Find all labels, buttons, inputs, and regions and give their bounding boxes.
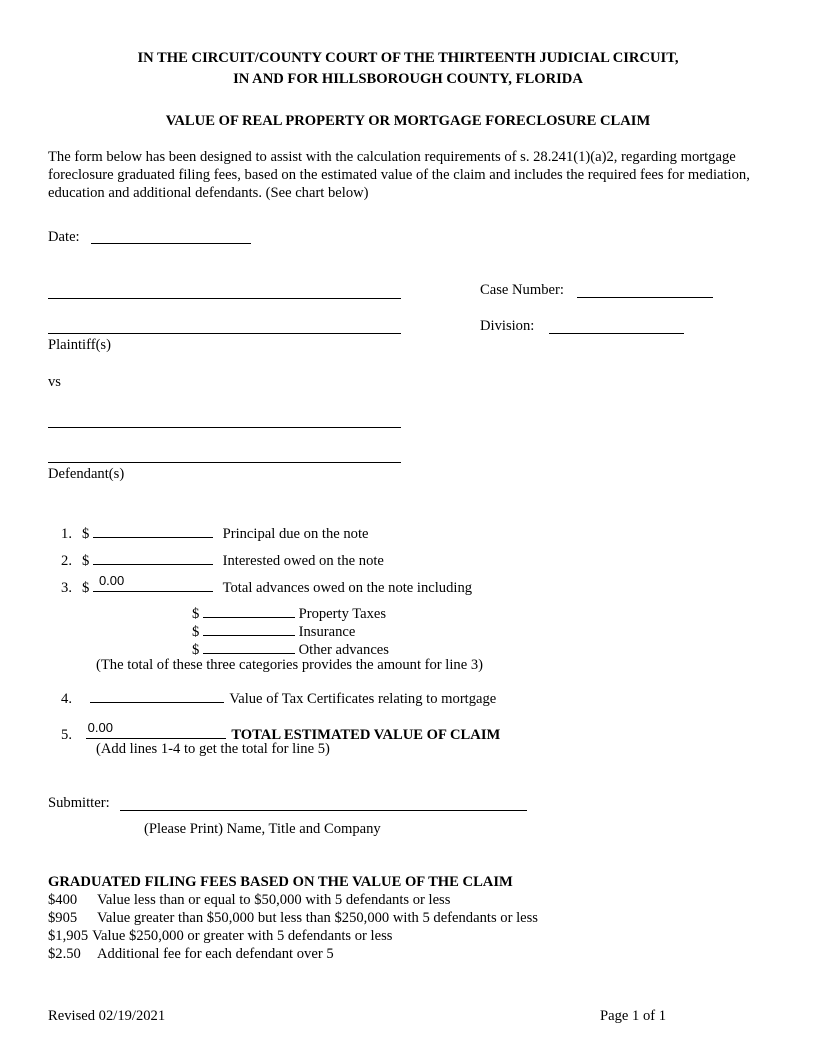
submitter-note: (Please Print) Name, Title and Company bbox=[144, 821, 381, 837]
form-title: VALUE OF REAL PROPERTY OR MORTGAGE FORECLOSURE CLAIM bbox=[165, 113, 651, 129]
line-2-label: Interested owed on the note bbox=[222, 553, 384, 569]
plaintiff-label: Plaintiff(s) bbox=[48, 337, 111, 353]
principal-input[interactable] bbox=[93, 521, 213, 538]
total-advances-value: 0.00 bbox=[98, 573, 125, 589]
line-5-label: TOTAL ESTIMATED VALUE OF CLAIM bbox=[231, 727, 501, 743]
fee-row bbox=[48, 946, 334, 964]
currency-sign: $ bbox=[192, 606, 200, 622]
court-heading-line2: IN AND FOR HILLSBOROUGH COUNTY, FLORIDA bbox=[233, 71, 583, 87]
line-1-number: 1. bbox=[61, 526, 72, 542]
total-advances-input[interactable] bbox=[93, 575, 213, 592]
plaintiff-line-1[interactable] bbox=[48, 298, 401, 299]
line-1-row bbox=[48, 521, 369, 544]
defendant-line-1[interactable] bbox=[48, 427, 401, 428]
date-label: Date: bbox=[48, 229, 80, 245]
insurance-label: Insurance bbox=[298, 624, 356, 640]
case-number-label: Case Number: bbox=[480, 282, 564, 298]
line-1-label: Principal due on the note bbox=[222, 526, 369, 542]
currency-sign: $ bbox=[82, 580, 90, 596]
line-3-note: (The total of these three categories provides the amount for line 3) bbox=[96, 657, 483, 673]
case-number-field[interactable] bbox=[577, 297, 713, 298]
plaintiff-line-2[interactable] bbox=[48, 333, 401, 334]
defendant-label: Defendant(s) bbox=[48, 466, 125, 482]
property-taxes-label: Property Taxes bbox=[298, 606, 387, 622]
fee-row bbox=[48, 892, 450, 910]
line-3-label: Total advances owed on the note including bbox=[222, 580, 473, 596]
fee-amount: $400 bbox=[48, 892, 78, 908]
other-advances-label: Other advances bbox=[298, 642, 389, 658]
line-5-number: 5. bbox=[61, 727, 72, 743]
page-number: Page 1 of 1 bbox=[600, 1008, 667, 1024]
fee-description: Value greater than $50,000 but less than $250,000 with 5 defendants or less bbox=[97, 910, 538, 926]
fee-amount: $2.50 bbox=[48, 946, 81, 962]
insurance-input[interactable] bbox=[203, 621, 295, 636]
fee-description: Additional fee for each defendant over 5 bbox=[97, 946, 334, 962]
interest-input[interactable] bbox=[93, 548, 213, 565]
tax-certificates-input[interactable] bbox=[90, 686, 224, 703]
date-field[interactable] bbox=[91, 243, 251, 244]
currency-sign: $ bbox=[82, 553, 90, 569]
fee-description: Value less than or equal to $50,000 with 5 defendants or less bbox=[97, 892, 451, 908]
fee-amount: $905 bbox=[48, 910, 78, 926]
line-2-number: 2. bbox=[61, 553, 72, 569]
submitter-field[interactable] bbox=[120, 810, 527, 811]
currency-sign: $ bbox=[82, 526, 90, 542]
intro-paragraph: The form below has been designed to assist with the calculation requirements of s. 28.241(1)(a)2, regarding mortgage foreclosure graduated filing fees, based on the estimated value of the claim and includes the required fees for mediation, education and additional defendants. (See chart below) bbox=[48, 149, 750, 201]
line-4-number: 4. bbox=[61, 691, 72, 707]
property-taxes-input[interactable] bbox=[203, 603, 295, 618]
line-5-note: (Add lines 1-4 to get the total for line 5) bbox=[96, 741, 330, 757]
currency-sign: $ bbox=[192, 642, 200, 658]
division-label: Division: bbox=[480, 318, 535, 334]
other-advances-input[interactable] bbox=[203, 639, 295, 654]
total-value-value: 0.00 bbox=[87, 720, 113, 736]
revised-date: Revised 02/19/2021 bbox=[48, 1008, 166, 1024]
court-heading-line1: IN THE CIRCUIT/COUNTY COURT OF THE THIRTEENTH JUDICIAL CIRCUIT, bbox=[137, 50, 679, 66]
currency-sign: $ bbox=[192, 624, 200, 640]
fees-title: GRADUATED FILING FEES BASED ON THE VALUE OF THE CLAIM bbox=[48, 874, 513, 890]
line-4-label: Value of Tax Certificates relating to mortgage bbox=[229, 691, 497, 707]
fee-row bbox=[48, 928, 392, 946]
total-value-input[interactable] bbox=[86, 722, 226, 739]
fee-row bbox=[48, 910, 538, 928]
division-field[interactable] bbox=[549, 333, 684, 334]
fee-description: Value $250,000 or greater with 5 defendants or less bbox=[92, 928, 393, 944]
line-2-row bbox=[48, 548, 384, 571]
submitter-label: Submitter: bbox=[48, 795, 110, 811]
line-3-number: 3. bbox=[61, 580, 72, 596]
fee-amount: $1,905 bbox=[48, 928, 89, 944]
defendant-line-2[interactable] bbox=[48, 462, 401, 463]
vs-label: vs bbox=[48, 374, 61, 390]
line-3-row bbox=[48, 575, 472, 598]
line-4-row bbox=[48, 686, 496, 709]
